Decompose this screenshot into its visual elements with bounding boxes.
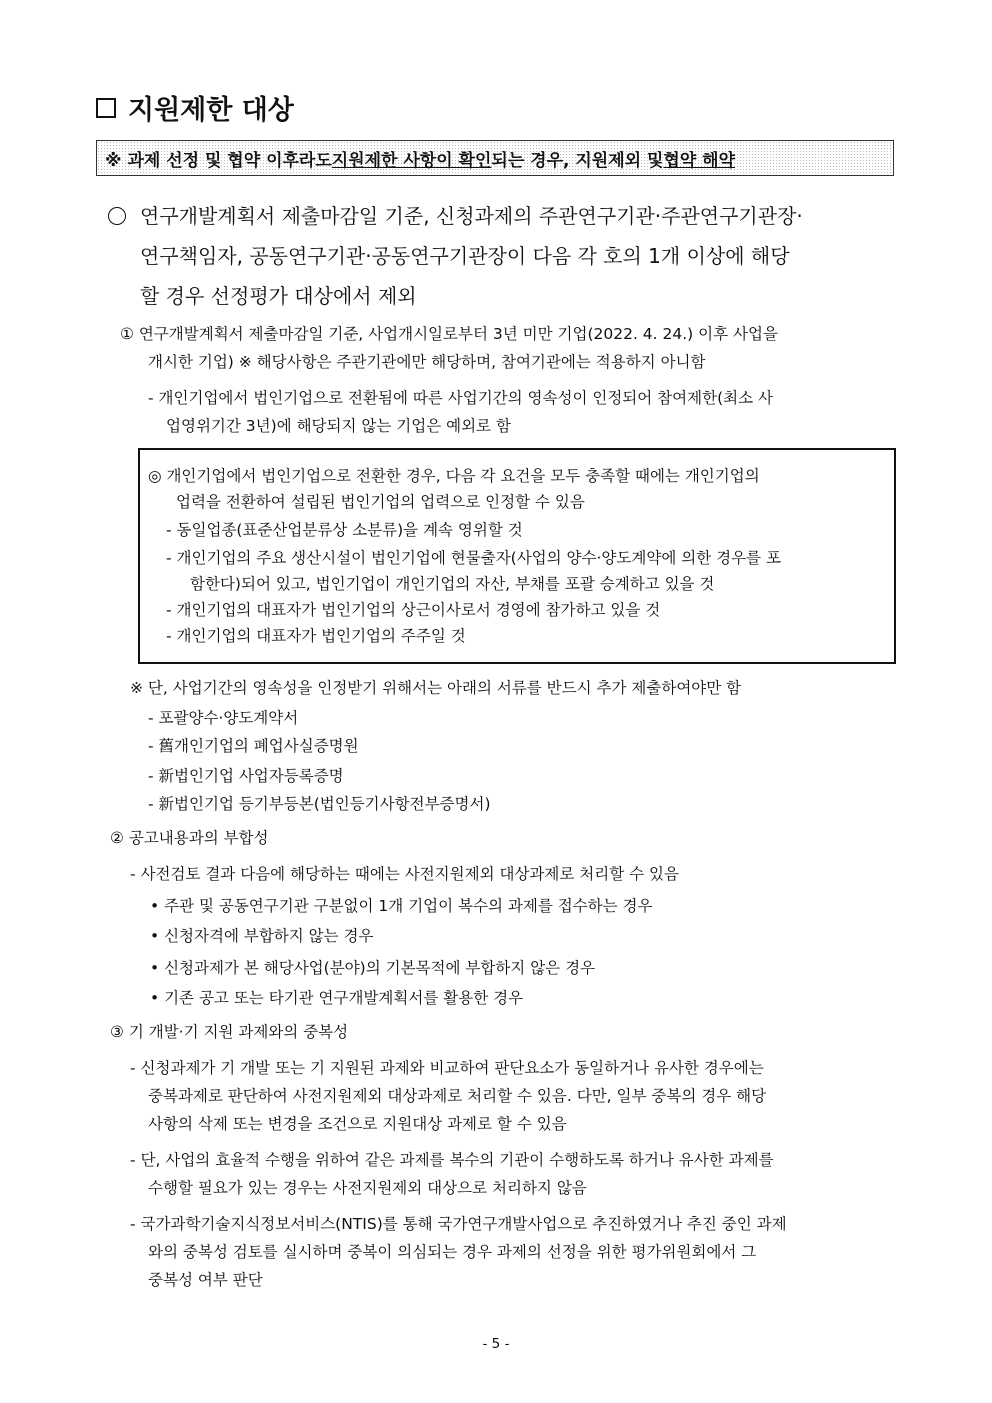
item2-line-4: • 신청자격에 부합하지 않는 경우 [150, 927, 374, 945]
item3-line-5: - 단, 사업의 효율적 수행을 위하여 같은 과제를 복수의 기관이 수행하도록 하거나 유사한 과제를 [130, 1151, 774, 1169]
box-line-2: 업력을 전환하여 설립된 법인기업의 업력으로 인정할 수 있음 [176, 493, 585, 511]
item3-line-4: 사항의 삭제 또는 변경을 조건으로 지원대상 과제로 할 수 있음 [148, 1115, 567, 1133]
docs-line-3: - 舊개인기업의 폐업사실증명원 [148, 737, 359, 755]
item1-line-2: 개시한 기업) ※ 해당사항은 주관기관에만 해당하며, 참여기관에는 적용하지 아니함 [148, 353, 706, 371]
item1-line-4: 업영위기간 3년)에 해당되지 않는 기업은 예외로 함 [166, 417, 511, 435]
docs-line-5: - 新법인기업 등기부등본(법인등기사항전부증명서) [148, 795, 491, 813]
box-line-6: - 개인기업의 대표자가 법인기업의 상근이사로서 경영에 참가하고 있을 것 [166, 601, 661, 619]
item2-line-3: • 주관 및 공동연구기관 구분없이 1개 기업이 복수의 과제를 접수하는 경우 [150, 897, 653, 915]
item2-line-1: ② 공고내용과의 부합성 [110, 829, 269, 847]
hollow-circle-bullet-icon [108, 207, 126, 225]
notice-underline-1: 지원제한 사항이 확인 [331, 150, 492, 171]
notice-text-2: 되는 경우, 지원제외 및 [491, 150, 664, 171]
item3-line-1: ③ 기 개발·기 지원 과제와의 중복성 [110, 1023, 349, 1041]
item3-line-9: 중복성 여부 판단 [148, 1271, 263, 1289]
item3-line-6: 수행할 필요가 있는 경우는 사전지원제외 대상으로 처리하지 않음 [148, 1179, 587, 1197]
box-line-3: - 동일업종(표준산업분류상 소분류)을 계속 영위할 것 [166, 521, 523, 539]
box-line-4: - 개인기업의 주요 생산시설이 법인기업에 현물출자(사업의 양수·양도계약에 의한 경우를 포 [166, 549, 781, 567]
notice-box [96, 140, 894, 176]
notice-text-1: ※ 과제 선정 및 협약 이후라도 [105, 150, 332, 171]
item2-line-5: • 신청과제가 본 해당사업(분야)의 기본목적에 부합하지 않은 경우 [150, 959, 596, 977]
item1-line-3: - 개인기업에서 법인기업으로 전환됨에 따른 사업기간의 영속성이 인정되어 참여제한(최소 사 [148, 389, 773, 407]
checkbox-square-icon [96, 98, 116, 118]
item3-line-8: 와의 중복성 검토를 실시하며 중복이 의심되는 경우 과제의 선정을 위한 평가위원회에서 그 [148, 1243, 757, 1261]
item1-line-1: ① 연구개발계획서 제출마감일 기준, 사업개시일로부터 3년 미만 기업(2022. 4. 24.) 이후 사업을 [120, 325, 778, 343]
main-line-1: 연구개발계획서 제출마감일 기준, 신청과제의 주관연구기관·주관연구기관장· [108, 200, 803, 229]
item3-line-7: - 국가과학기술지식정보서비스(NTIS)를 통해 국가연구개발사업으로 추진하였거나 추진 중인 과제 [130, 1215, 787, 1233]
main-line-3: 할 경우 선정평가 대상에서 제외 [140, 284, 417, 308]
section-title [96, 88, 294, 127]
docs-line-4: - 新법인기업 사업자등록증명 [148, 767, 344, 785]
docs-line-1: ※ 단, 사업기간의 영속성을 인정받기 위해서는 아래의 서류를 반드시 추가 제출하여야만 함 [130, 679, 742, 697]
docs-line-2: - 포괄양수·양도계약서 [148, 709, 299, 727]
main-line-2: 연구책임자, 공동연구기관·공동연구기관장이 다음 각 호의 1개 이상에 해당 [140, 244, 790, 268]
box-line-1: ◎ 개인기업에서 법인기업으로 전환한 경우, 다음 각 요건을 모두 충족할 때에는 개인기업의 [148, 467, 760, 485]
item2-line-2: - 사전검토 결과 다음에 해당하는 때에는 사전지원제외 대상과제로 처리할 수 있음 [130, 865, 679, 883]
box-line-5: 함한다)되어 있고, 법인기업이 개인기업의 자산, 부채를 포괄 승계하고 있을 것 [190, 575, 715, 593]
section-title-text: 지원제한 대상 [128, 95, 294, 126]
notice-underline-2: 협약 해약 [663, 150, 736, 171]
item3-line-2: - 신청과제가 기 개발 또는 기 지원된 과제와 비교하여 판단요소가 동일하거나 유사한 경우에는 [130, 1059, 764, 1077]
item3-line-3: 중복과제로 판단하여 사전지원제외 대상과제로 처리할 수 있음. 다만, 일부 중복의 경우 해당 [148, 1087, 767, 1105]
item2-line-6: • 기존 공고 또는 타기관 연구개발계획서를 활용한 경우 [150, 989, 524, 1007]
box-line-7: - 개인기업의 대표자가 법인기업의 주주일 것 [166, 627, 466, 645]
page-number: - 5 - [482, 1336, 510, 1352]
